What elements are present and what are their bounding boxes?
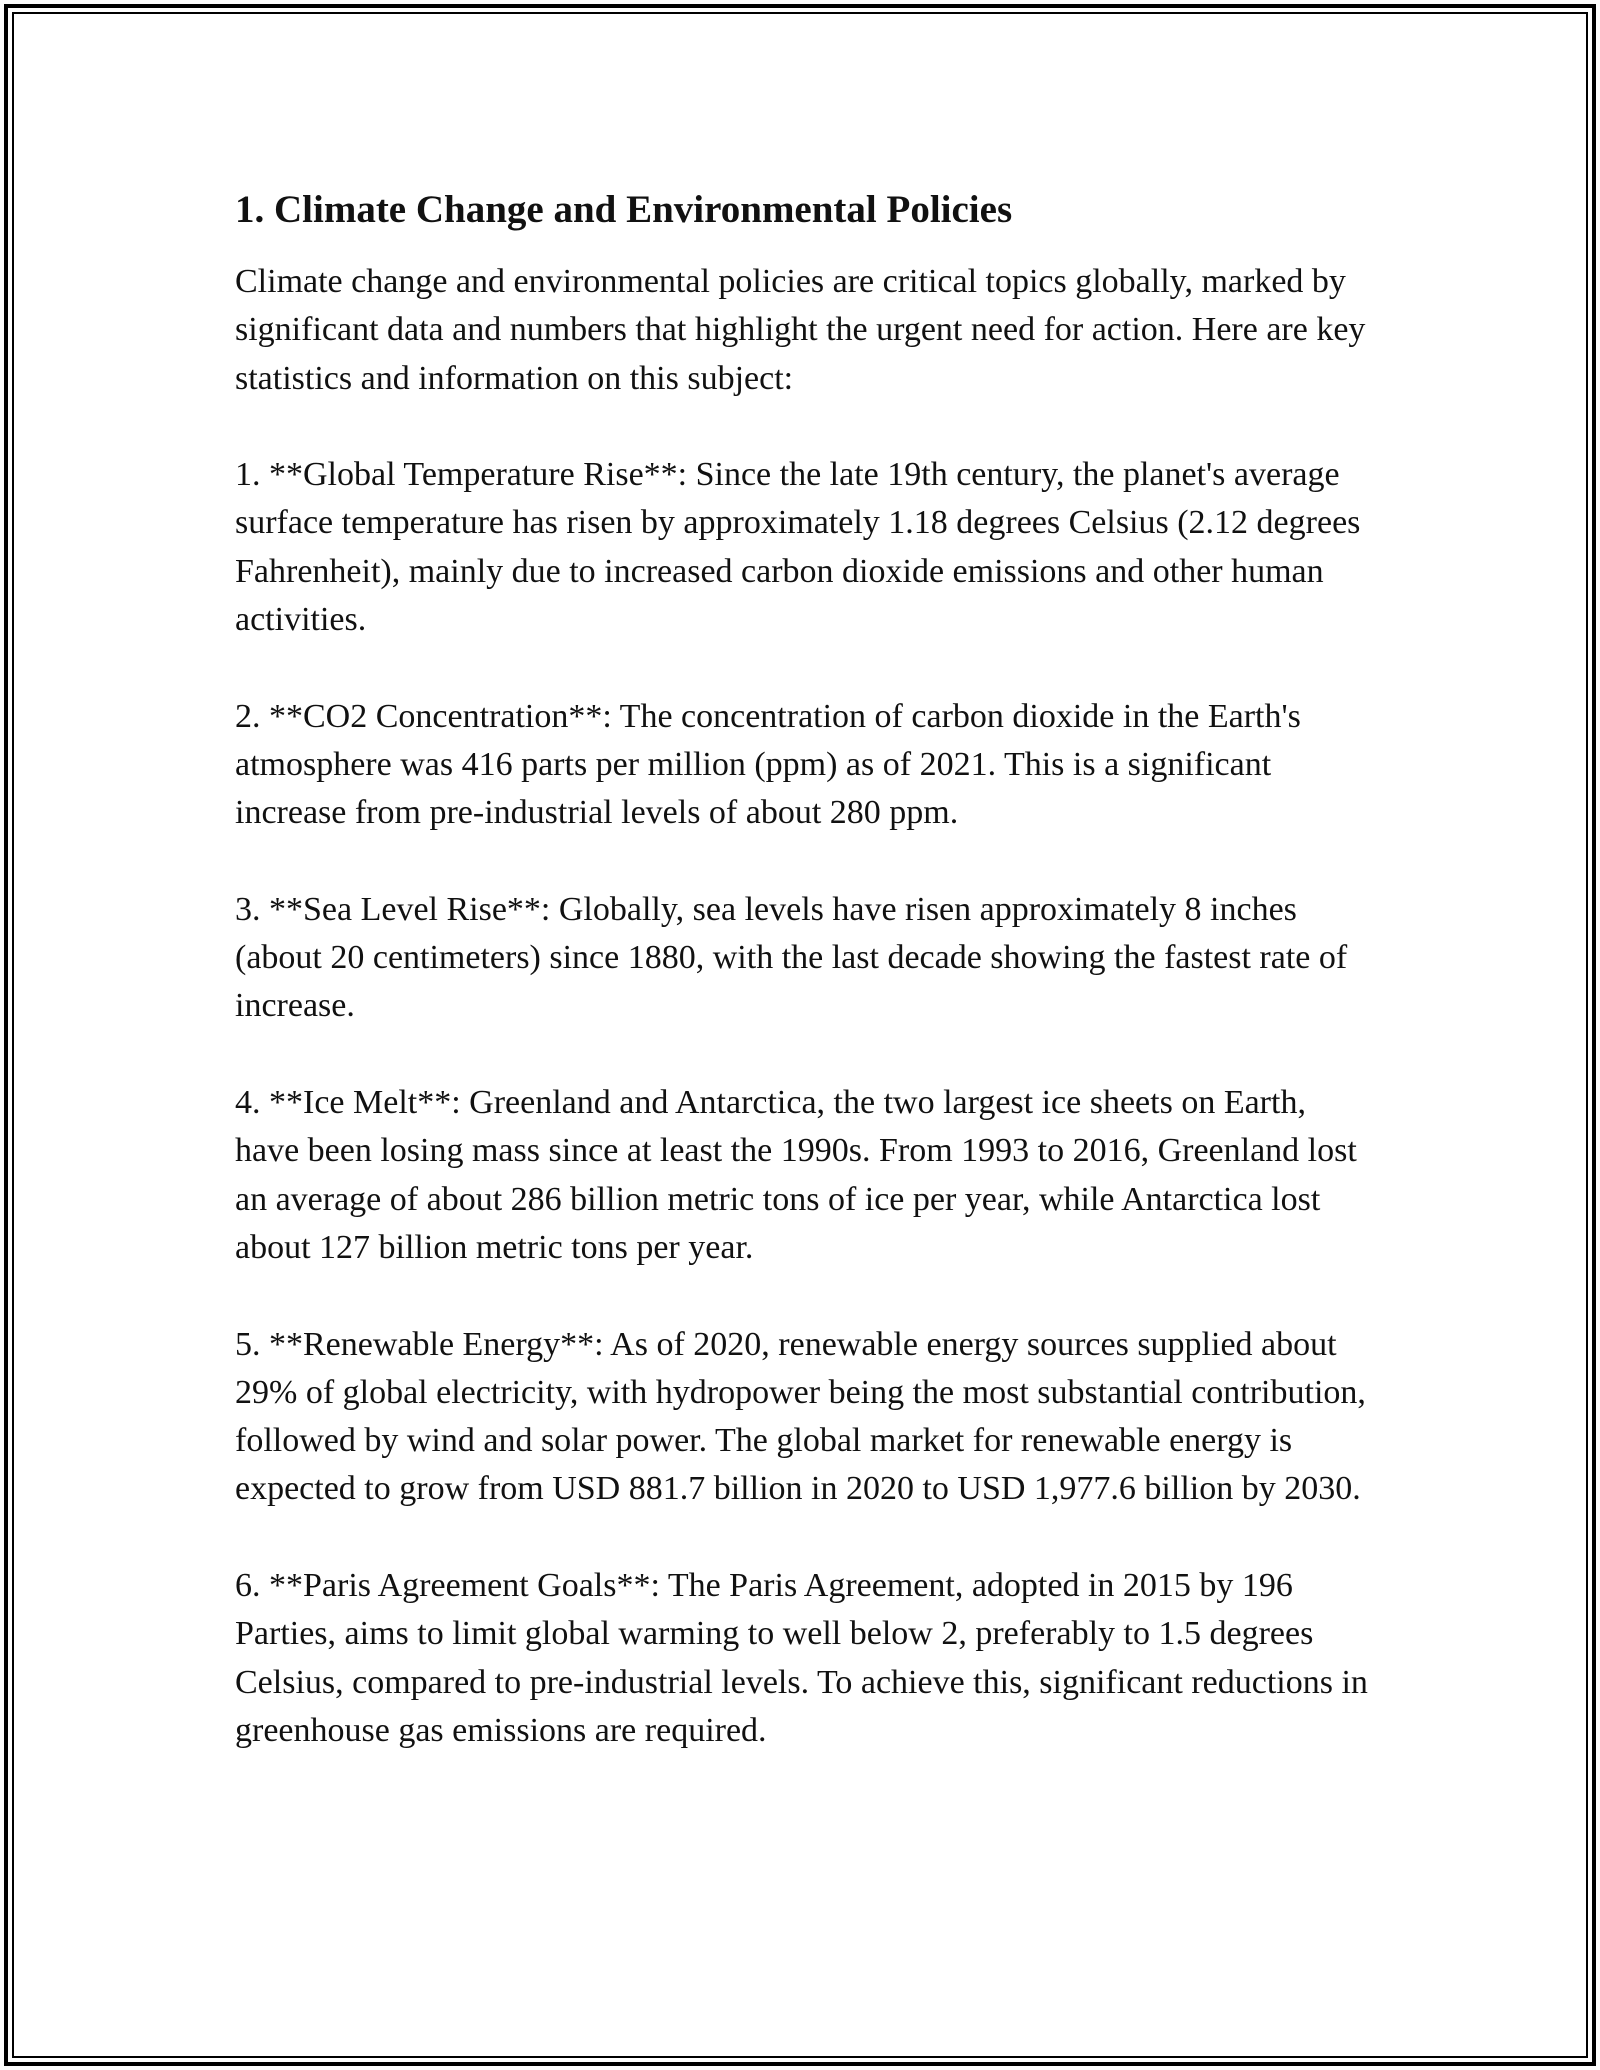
- item-co2-concentration: 2. **CO2 Concentration**: The concentration of carbon dioxide in the Earth's atmosphere was 416 parts per million (ppm) as of 2021. This is a significant increase from pre-industrial levels of about 280 ppm.: [235, 697, 1301, 832]
- item-ice-melt: 4. **Ice Melt**: Greenland and Antarctica, the two largest ice sheets on Earth, have been losing mass since at least the 1990s. From 1993 to 2016, Greenland lost an average of about 286 billion metric tons of ice per year, while Antarctica lost about 127 billion metric tons per year.: [235, 1084, 1357, 1266]
- intro-paragraph: Climate change and environmental policies are critical topics globally, marked by significant data and numbers that highlight the urgent need for action. Here are key statistics and information on this subject:: [235, 263, 1366, 397]
- item-global-temperature-rise: 1. **Global Temperature Rise**: Since the late 19th century, the planet's average surface temperature has risen by approximately 1.18 degrees Celsius (2.12 degrees Fahrenheit), mainly due to increased carbon dioxide emissions and other human activities.: [235, 456, 1361, 639]
- item-paris-agreement-goals: 6. **Paris Agreement Goals**: The Paris Agreement, adopted in 2015 by 196 Parties, aims to limit global warming to well below 2, preferably to 1.5 degrees Celsius, compared to pre-industrial levels. To achieve this, significant reductions in greenhouse gas emissions are required.: [235, 1567, 1368, 1749]
- document-title: 1. Climate Change and Environmental Policies: [235, 188, 1013, 231]
- item-sea-level-rise: 3. **Sea Level Rise**: Globally, sea levels have risen approximately 8 inches (about 20 centimeters) since 1880, with the last decade showing the fastest rate of increase.: [235, 890, 1348, 1025]
- item-renewable-energy: 5. **Renewable Energy**: As of 2020, renewable energy sources supplied about 29% of global electricity, with hydropower being the most substantial contribution, followed by wind and solar power. The global market for renewable energy is expected to grow from USD 881.7 billion in 2020 to USD 1,977.6 billion by 2030.: [235, 1325, 1366, 1508]
- document-body: [235, 186, 1375, 1804]
